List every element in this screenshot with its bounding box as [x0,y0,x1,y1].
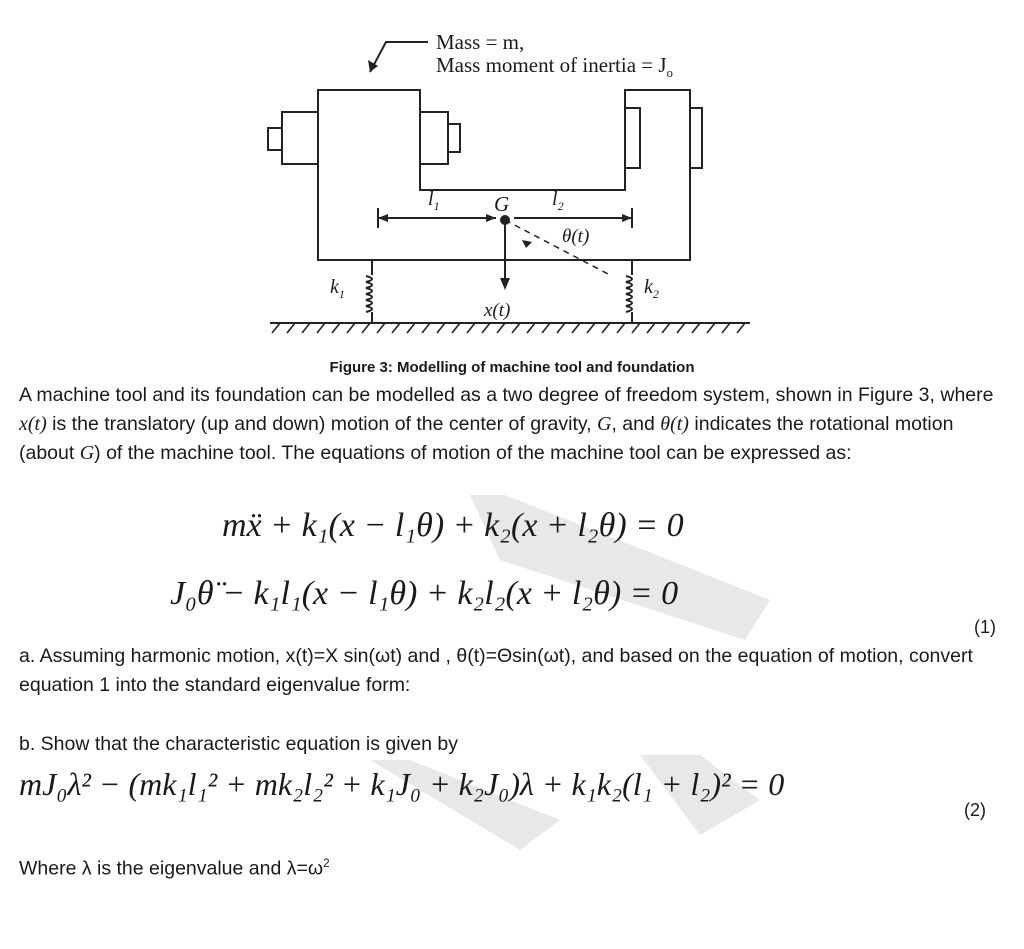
l2-sub: 2 [557,199,564,213]
theta-label: θ(t) [562,226,590,247]
intro-text-3: , and [611,413,661,435]
mass-line-1: Mass = m, [436,30,525,54]
part-a-text: a. Assuming harmonic motion, x(t)=X sin(ωt) and , θ(t)=Θsin(ωt), and based on the equation of motion, convert equation 1 into the standard eigenvalue form: [19,645,973,696]
equation-2: mJ₀λ² − (mk₁l₁² + mk₂l₂² + k₁J₀ + k₂J₀)λ + k₁k₂(l₁ + l₂)² = 0 [19,766,785,802]
equation-number-2: (2) [964,800,986,820]
intro-text-4: indicates the rotational motion (about [19,413,954,464]
l1-label [428,188,440,214]
intro-g-2: G [79,442,95,464]
inertia-subscript: o [666,66,673,81]
intro-text-2: is the translatory (up and down) motion of the center of gravity, [46,413,598,435]
intro-text-5: ) of the machine tool. The equations of motion of the machine tool can be expressed as: [94,442,852,464]
k1-sub: 1 [338,287,345,301]
k2-label [644,276,659,302]
equation-1a: mẍ + k₁(x − l₁θ) + k₂(x + l₂θ) = 0 [222,507,684,544]
intro-paragraph [19,381,999,468]
mass-label [436,30,673,81]
intro-text-1: A machine tool and its foundation can be modelled as a two degree of freedom system, shown in Figure 3, where [19,384,994,406]
equation-number-1: (1) [974,617,996,637]
intro-x: x(t) [19,413,47,435]
k2-text: k [644,276,653,298]
part-b-text: b. Show that the characteristic equation is given by [19,733,458,755]
equation-1b: J₀θ̈ − k₁l₁(x − l₁θ) + k₂l₂(x + l₂θ) = 0 [170,575,679,612]
g-label: G [494,192,510,216]
mass-line-2 [436,53,673,81]
l2-text: l [552,188,558,210]
intro-g: G [597,413,612,435]
where-superscript: 2 [323,857,330,870]
l1-text: l [428,188,434,210]
k1-text: k [330,276,339,298]
k2-sub: 2 [652,287,659,301]
where-text [19,849,999,884]
inertia-text: Mass moment of inertia = J [436,53,667,77]
where-main: Where λ is the eigenvalue and λ=ω [19,857,324,880]
k1-label [330,276,345,302]
l2-label [552,188,564,214]
l1-sub: 1 [433,199,440,213]
x-label: x(t) [484,300,511,321]
intro-theta: θ(t) [660,413,689,435]
figure-machine-tool [260,20,760,360]
figure-caption: Figure 3: Modelling of machine tool and foundation [329,359,695,376]
